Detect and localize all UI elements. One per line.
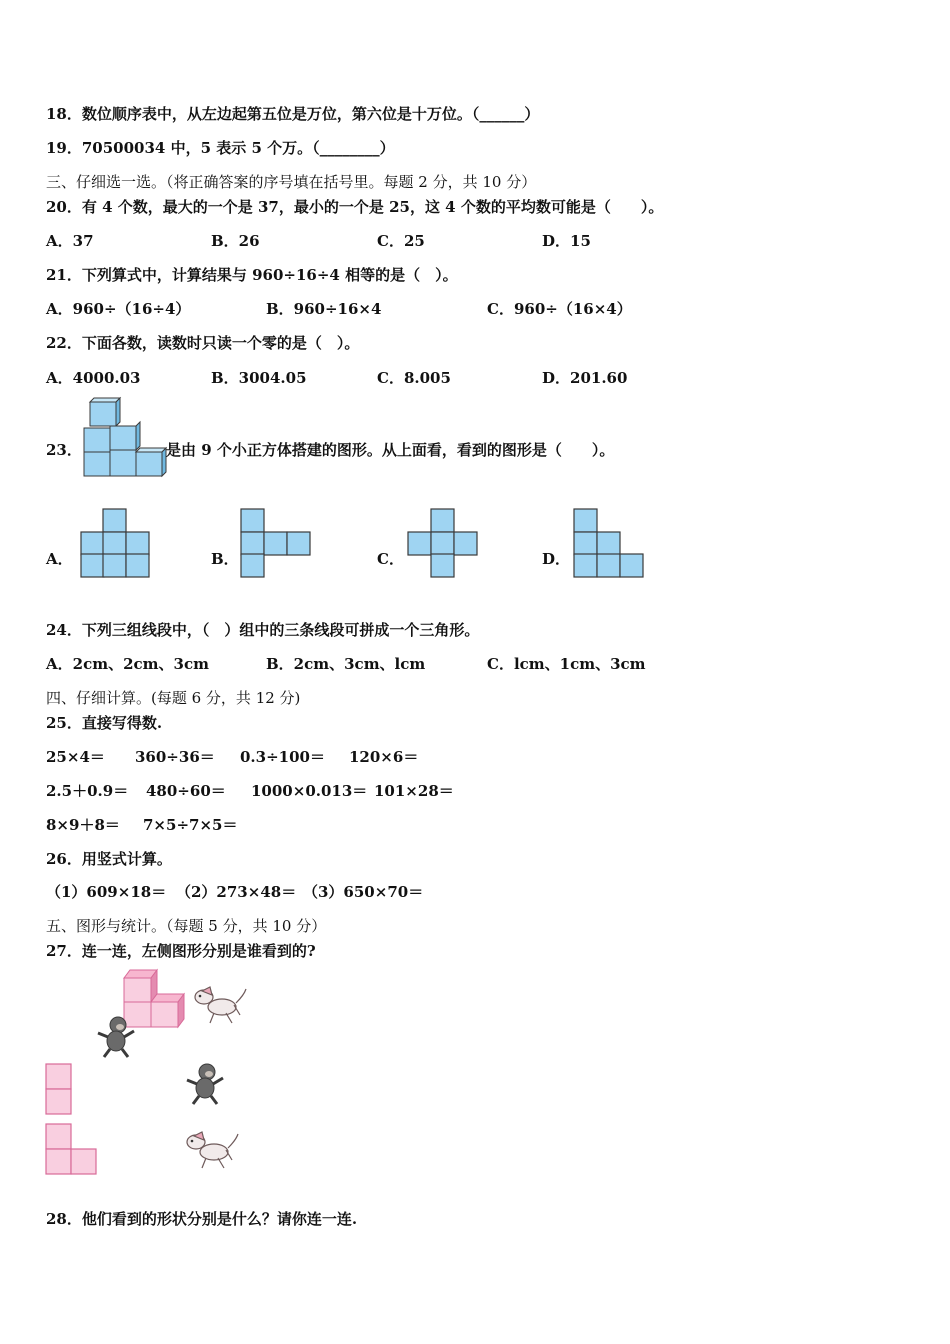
q23-option-a-label: A．	[46, 550, 73, 568]
question-22-stem: 22．下面各数，读数时只读一个零的是（ ）。	[46, 334, 360, 352]
question-23-number: 23．	[46, 441, 82, 459]
vertical-calc-item: （2）273×48＝	[176, 883, 297, 901]
q22-option-c: C．8.005	[377, 369, 451, 387]
q21-option-b: B．960÷16×4	[266, 300, 382, 318]
cube-stack-figure	[82, 400, 170, 478]
question-20-stem: 20．有 4 个数，最大的一个是 37，最小的一个是 25，这 4 个数的平均数可能是（ ）。	[46, 198, 664, 216]
calc-item: 480÷60＝	[146, 782, 226, 800]
q22-option-d: D．201.60	[542, 369, 628, 387]
q20-option-d: D．15	[542, 232, 591, 250]
question-28-stem: 28．他们看到的形状分别是什么？请你连一连.	[46, 1210, 358, 1228]
question-19: 19．70500034 中，5 表示 5 个万。（________）	[46, 139, 395, 157]
q23-option-b-label: B．	[211, 550, 239, 568]
q23-option-c-label: C．	[377, 550, 404, 568]
q24-option-b: B．2cm、3cm、lcm	[266, 655, 426, 673]
dog-icon	[182, 1130, 240, 1172]
q24-option-c: C．lcm、1cm、3cm	[487, 655, 646, 673]
vertical-calc-item: （3）650×70＝	[303, 883, 424, 901]
calc-item: 2.5＋0.9＝	[46, 782, 129, 800]
question-24-stem: 24．下列三组线段中，（ ）组中的三条线段可拼成一个三角形。	[46, 621, 480, 639]
calc-item: 25×4＝	[46, 748, 105, 766]
q23-option-d-shape	[573, 508, 645, 578]
pink-view-shape-2	[45, 1123, 99, 1177]
q23-option-c-shape	[407, 508, 479, 578]
section-5-heading: 五、图形与统计。（每题 5 分，共 10 分）	[46, 917, 327, 935]
q20-option-c: C．25	[377, 232, 425, 250]
q23-option-a-shape	[80, 508, 150, 578]
q22-option-b: B．3004.05	[211, 369, 307, 387]
calc-item: 101×28＝	[374, 782, 454, 800]
vertical-calc-item: （1）609×18＝	[46, 883, 167, 901]
question-25-stem: 25．直接写得数.	[46, 714, 163, 732]
question-18: 18．数位顺序表中，从左边起第五位是万位，第六位是十万位。（______）	[46, 105, 540, 123]
calc-item: 8×9＋8＝	[46, 816, 120, 834]
question-27-stem: 27．连一连，左侧图形分别是谁看到的?	[46, 942, 316, 960]
q21-option-c: C．960÷（16×4）	[487, 300, 632, 318]
question-23-stem: 是由 9 个小正方体搭建的图形。从上面看，看到的图形是（ ）。	[166, 441, 615, 459]
q21-option-a: A．960÷（16÷4）	[46, 300, 191, 318]
pink-view-shape-1	[45, 1063, 73, 1117]
q24-option-a: A．2cm、2cm、3cm	[46, 655, 209, 673]
question-21-stem: 21．下列算式中，计算结果与 960÷16÷4 相等的是（ ）。	[46, 266, 458, 284]
q20-option-b: B．26	[211, 232, 260, 250]
q23-option-d-label: D．	[542, 550, 571, 568]
calc-item: 120×6＝	[349, 748, 419, 766]
monkey-icon	[94, 1015, 138, 1059]
calc-item: 360÷36＝	[135, 748, 215, 766]
q23-option-b-shape	[240, 508, 312, 578]
section-3-heading: 三、仔细选一选。（将正确答案的序号填在括号里。每题 2 分，共 10 分）	[46, 173, 537, 191]
question-26-stem: 26．用竖式计算。	[46, 850, 172, 868]
monkey-icon	[183, 1062, 227, 1106]
dog-icon	[190, 985, 248, 1027]
q20-option-a: A．37	[46, 232, 94, 250]
q22-option-a: A．4000.03	[46, 369, 141, 387]
calc-item: 1000×0.013＝	[251, 782, 368, 800]
calc-item: 7×5÷7×5＝	[143, 816, 238, 834]
section-4-heading: 四、仔细计算。(每题 6 分，共 12 分)	[46, 689, 301, 707]
calc-item: 0.3÷100＝	[240, 748, 325, 766]
